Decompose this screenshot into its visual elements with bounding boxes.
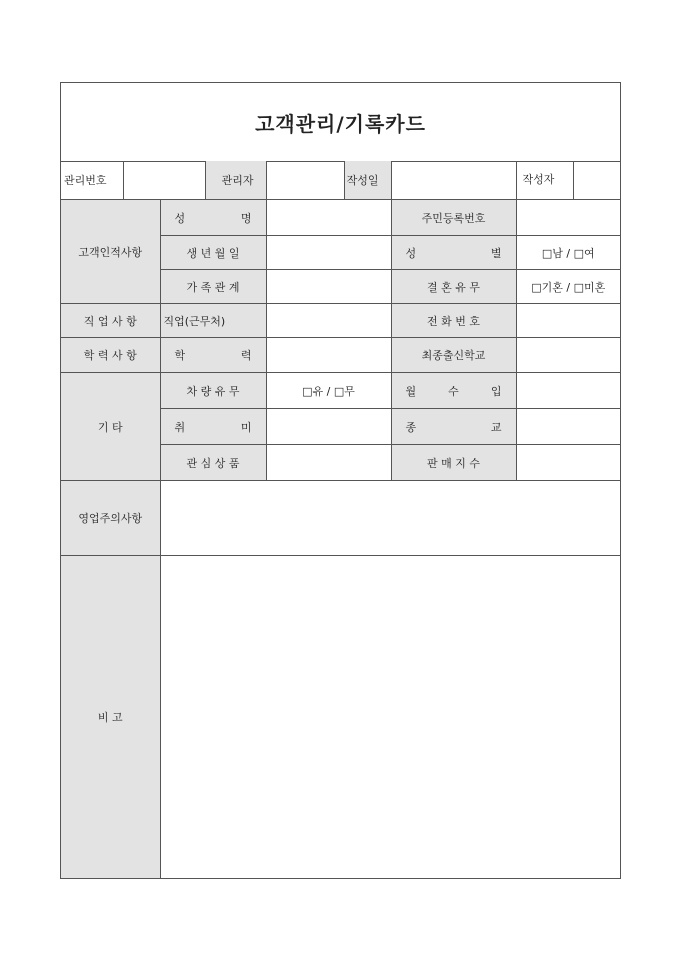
marital-label: 결 혼 유 무 bbox=[391, 270, 516, 304]
education-field[interactable] bbox=[266, 338, 391, 373]
resident-no-label: 주민등록번호 bbox=[391, 200, 516, 236]
occupation-label: 직업(근무처) bbox=[160, 304, 266, 338]
manager-field[interactable] bbox=[266, 161, 344, 200]
writer-cell bbox=[516, 161, 620, 200]
school-field[interactable] bbox=[516, 338, 620, 373]
vehicle-options[interactable]: □유 / □무 bbox=[266, 373, 391, 409]
writer-label: 작성자 bbox=[520, 161, 574, 199]
section-remarks: 비 고 bbox=[61, 556, 160, 878]
gender-options[interactable]: □남 / □여 bbox=[516, 236, 620, 270]
phone-label: 전 화 번 호 bbox=[391, 304, 516, 338]
hobby-field[interactable] bbox=[266, 409, 391, 445]
written-date-field[interactable] bbox=[391, 161, 516, 200]
header-row bbox=[61, 161, 620, 200]
school-label: 최종출신학교 bbox=[391, 338, 516, 373]
hobby-label: 취 미 bbox=[160, 409, 266, 445]
religion-field[interactable] bbox=[516, 409, 620, 445]
section-etc: 기 타 bbox=[61, 373, 160, 481]
record-form-table bbox=[61, 161, 620, 878]
section-job: 직 업 사 항 bbox=[61, 304, 160, 338]
title-box bbox=[61, 83, 620, 162]
income-label: 월 수 입 bbox=[391, 373, 516, 409]
customer-record-card bbox=[60, 82, 621, 879]
name-label: 성 명 bbox=[160, 200, 266, 236]
family-label: 가 족 관 계 bbox=[160, 270, 266, 304]
page-title: 고객관리/기록카드 bbox=[255, 111, 426, 136]
manage-no-label: 관리번호 bbox=[61, 161, 123, 200]
row-sales-note bbox=[61, 481, 620, 556]
sales-note-field[interactable] bbox=[160, 481, 620, 556]
interest-field[interactable] bbox=[266, 445, 391, 481]
income-field[interactable] bbox=[516, 373, 620, 409]
marital-options[interactable]: □기혼 / □미혼 bbox=[516, 270, 620, 304]
occupation-field[interactable] bbox=[266, 304, 391, 338]
row-remarks bbox=[61, 556, 620, 878]
birth-label: 생 년 월 일 bbox=[160, 236, 266, 270]
written-date-label: 작성일 bbox=[344, 161, 391, 200]
interest-label: 관 심 상 품 bbox=[160, 445, 266, 481]
row-job bbox=[61, 304, 620, 338]
row-vehicle bbox=[61, 373, 620, 409]
section-personal: 고객인적사항 bbox=[61, 200, 160, 304]
name-field[interactable] bbox=[266, 200, 391, 236]
remarks-field[interactable] bbox=[160, 556, 620, 878]
phone-field[interactable] bbox=[516, 304, 620, 338]
education-label: 학 력 bbox=[160, 338, 266, 373]
gender-label: 성 별 bbox=[391, 236, 516, 270]
sales-index-label: 판 매 지 수 bbox=[391, 445, 516, 481]
manager-label: 관리자 bbox=[205, 161, 266, 200]
manage-no-field[interactable] bbox=[123, 161, 205, 200]
resident-no-field[interactable] bbox=[516, 200, 620, 236]
birth-field[interactable] bbox=[266, 236, 391, 270]
row-name bbox=[61, 200, 620, 236]
vehicle-label: 차 량 유 무 bbox=[160, 373, 266, 409]
row-education bbox=[61, 338, 620, 373]
sales-index-field[interactable] bbox=[516, 445, 620, 481]
religion-label: 종 교 bbox=[391, 409, 516, 445]
section-sales-note: 영업주의사항 bbox=[61, 481, 160, 556]
family-field[interactable] bbox=[266, 270, 391, 304]
section-education: 학 력 사 항 bbox=[61, 338, 160, 373]
